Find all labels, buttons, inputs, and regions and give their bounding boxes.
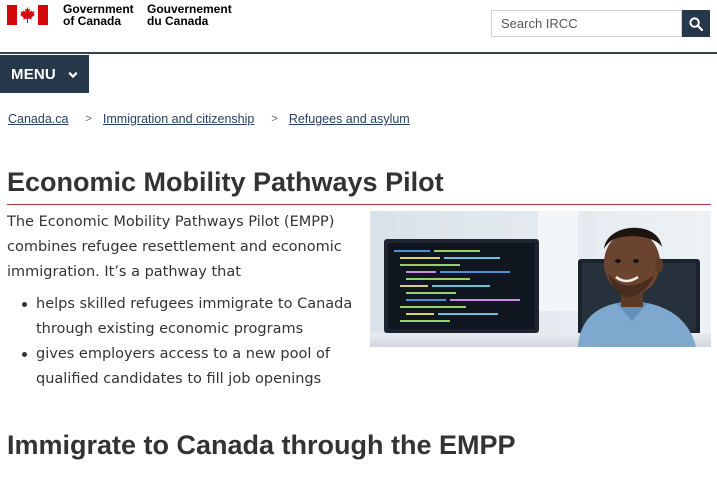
- benefits-list: [36, 292, 366, 392]
- chevron-down-icon: [68, 66, 78, 83]
- canada-flag-icon: [7, 5, 48, 25]
- list-item: gives employers access to a new pool of qualified candidates to fill job openings: [36, 342, 366, 392]
- signature-fr-line-2: du Canada: [147, 14, 209, 28]
- search-input[interactable]: [491, 10, 682, 37]
- signature-fr-line-1: Gouvernement: [147, 2, 232, 16]
- government-signature-en[interactable]: [63, 3, 134, 27]
- search-button[interactable]: [682, 10, 710, 37]
- developer-photo: [370, 211, 711, 347]
- intro-paragraph: The Economic Mobility Pathways Pilot (EMPP) combines refugee resettlement and economic immigration. It’s a pathway that: [7, 214, 342, 280]
- menu-label: MENU: [11, 65, 56, 83]
- breadcrumb-link-refugees[interactable]: Refugees and asylum: [288, 112, 410, 126]
- menu-button[interactable]: [0, 55, 89, 93]
- signature-en-line-1: Government: [63, 2, 134, 16]
- list-item: helps skilled refugees immigrate to Canada through existing economic programs: [36, 292, 366, 342]
- government-signature-fr[interactable]: [147, 3, 232, 27]
- breadcrumb-link-immigration[interactable]: Immigration and citizenship: [102, 112, 255, 126]
- breadcrumb-link-canada[interactable]: Canada.ca: [8, 112, 69, 126]
- search-form: [491, 10, 710, 37]
- breadcrumb-separator: >: [85, 113, 92, 125]
- signature-en-line-2: of Canada: [63, 14, 122, 28]
- search-icon: [689, 17, 703, 31]
- site-header: [0, 0, 717, 54]
- breadcrumb-separator: >: [271, 113, 278, 125]
- section-heading: Immigrate to Canada through the EMPP: [7, 430, 516, 460]
- title-divider: [7, 204, 711, 205]
- breadcrumb: [8, 112, 410, 126]
- page-title: Economic Mobility Pathways Pilot: [7, 167, 444, 197]
